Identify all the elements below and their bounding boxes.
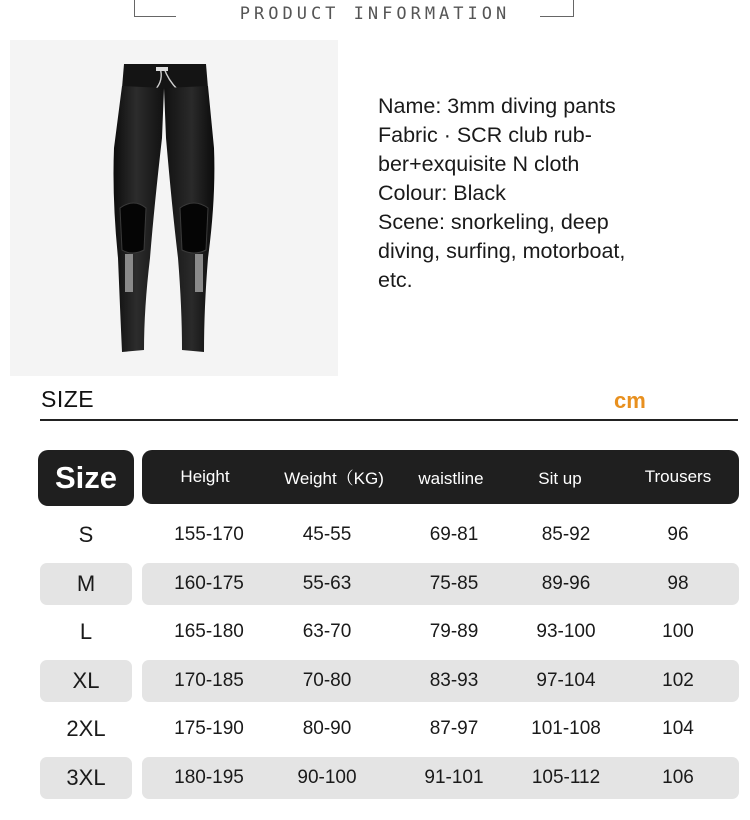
size-divider [40, 419, 738, 421]
table-cell: 87-97 [429, 718, 479, 739]
table-cell: 97-104 [536, 670, 596, 691]
info-line: etc. [378, 268, 413, 292]
table-cell: 70-80 [302, 670, 352, 691]
table-cell: 89-96 [541, 573, 591, 594]
info-line: Colour: Black [378, 181, 506, 205]
size-label: XL [72, 668, 100, 693]
table-cell: 83-93 [429, 670, 479, 691]
table-cell: 165-180 [174, 621, 244, 642]
unit-label: cm [614, 388, 646, 413]
header [0, 0, 750, 40]
table-cell: 101-108 [531, 718, 601, 739]
size-label: 3XL [66, 765, 106, 790]
size-label: M [76, 571, 96, 596]
table-cell: 79-89 [429, 621, 479, 642]
table-cell: 55-63 [302, 573, 352, 594]
table-cell: 170-185 [174, 670, 244, 691]
table-cell: 175-190 [174, 718, 244, 739]
size-label: S [78, 522, 94, 547]
column-header-sit-up: Sit up [538, 469, 582, 488]
info-line: ber+exquisite N cloth [378, 152, 580, 176]
section-title: PRODUCT INFORMATION [239, 4, 511, 24]
table-cell: 155-170 [174, 524, 244, 545]
table-cell: 45-55 [302, 524, 352, 545]
product-info [378, 92, 678, 295]
size-label: L [79, 619, 93, 644]
table-cell: 98 [667, 573, 689, 594]
table-cell: 85-92 [541, 524, 591, 545]
table-cell: 80-90 [302, 718, 352, 739]
table-cell: 93-100 [536, 621, 596, 642]
product-image [100, 58, 230, 358]
size-column-header: Size [38, 450, 134, 506]
table-cell: 102 [662, 670, 694, 691]
table-cell: 96 [667, 524, 689, 545]
info-line: Scene: snorkeling, deep [378, 210, 609, 234]
table-cell: 63-70 [302, 621, 352, 642]
table-cell: 104 [662, 718, 694, 739]
table-cell: 106 [662, 767, 694, 788]
column-header-waistline: waistline [418, 469, 484, 488]
table-cell: 91-101 [424, 767, 484, 788]
table-cell: 180-195 [174, 767, 244, 788]
table-cell: 69-81 [429, 524, 479, 545]
table-cell: 105-112 [531, 767, 601, 788]
table-cell: 75-85 [429, 573, 479, 594]
table-cell: 90-100 [297, 767, 357, 788]
info-line: Fabric · SCR club rub- [378, 123, 592, 147]
column-header-height: Height [180, 467, 230, 486]
column-header-weight: Weight（KG) [284, 469, 384, 488]
size-label: 2XL [66, 716, 106, 741]
info-line: diving, surfing, motorboat, [378, 239, 626, 263]
table-cell: 160-175 [174, 573, 244, 594]
size-title: SIZE [41, 386, 95, 412]
table-cell: 100 [662, 621, 694, 642]
table-header-bar [142, 450, 739, 504]
info-line: Name: 3mm diving pants [378, 94, 616, 118]
column-header-trousers: Trousers [644, 467, 712, 486]
